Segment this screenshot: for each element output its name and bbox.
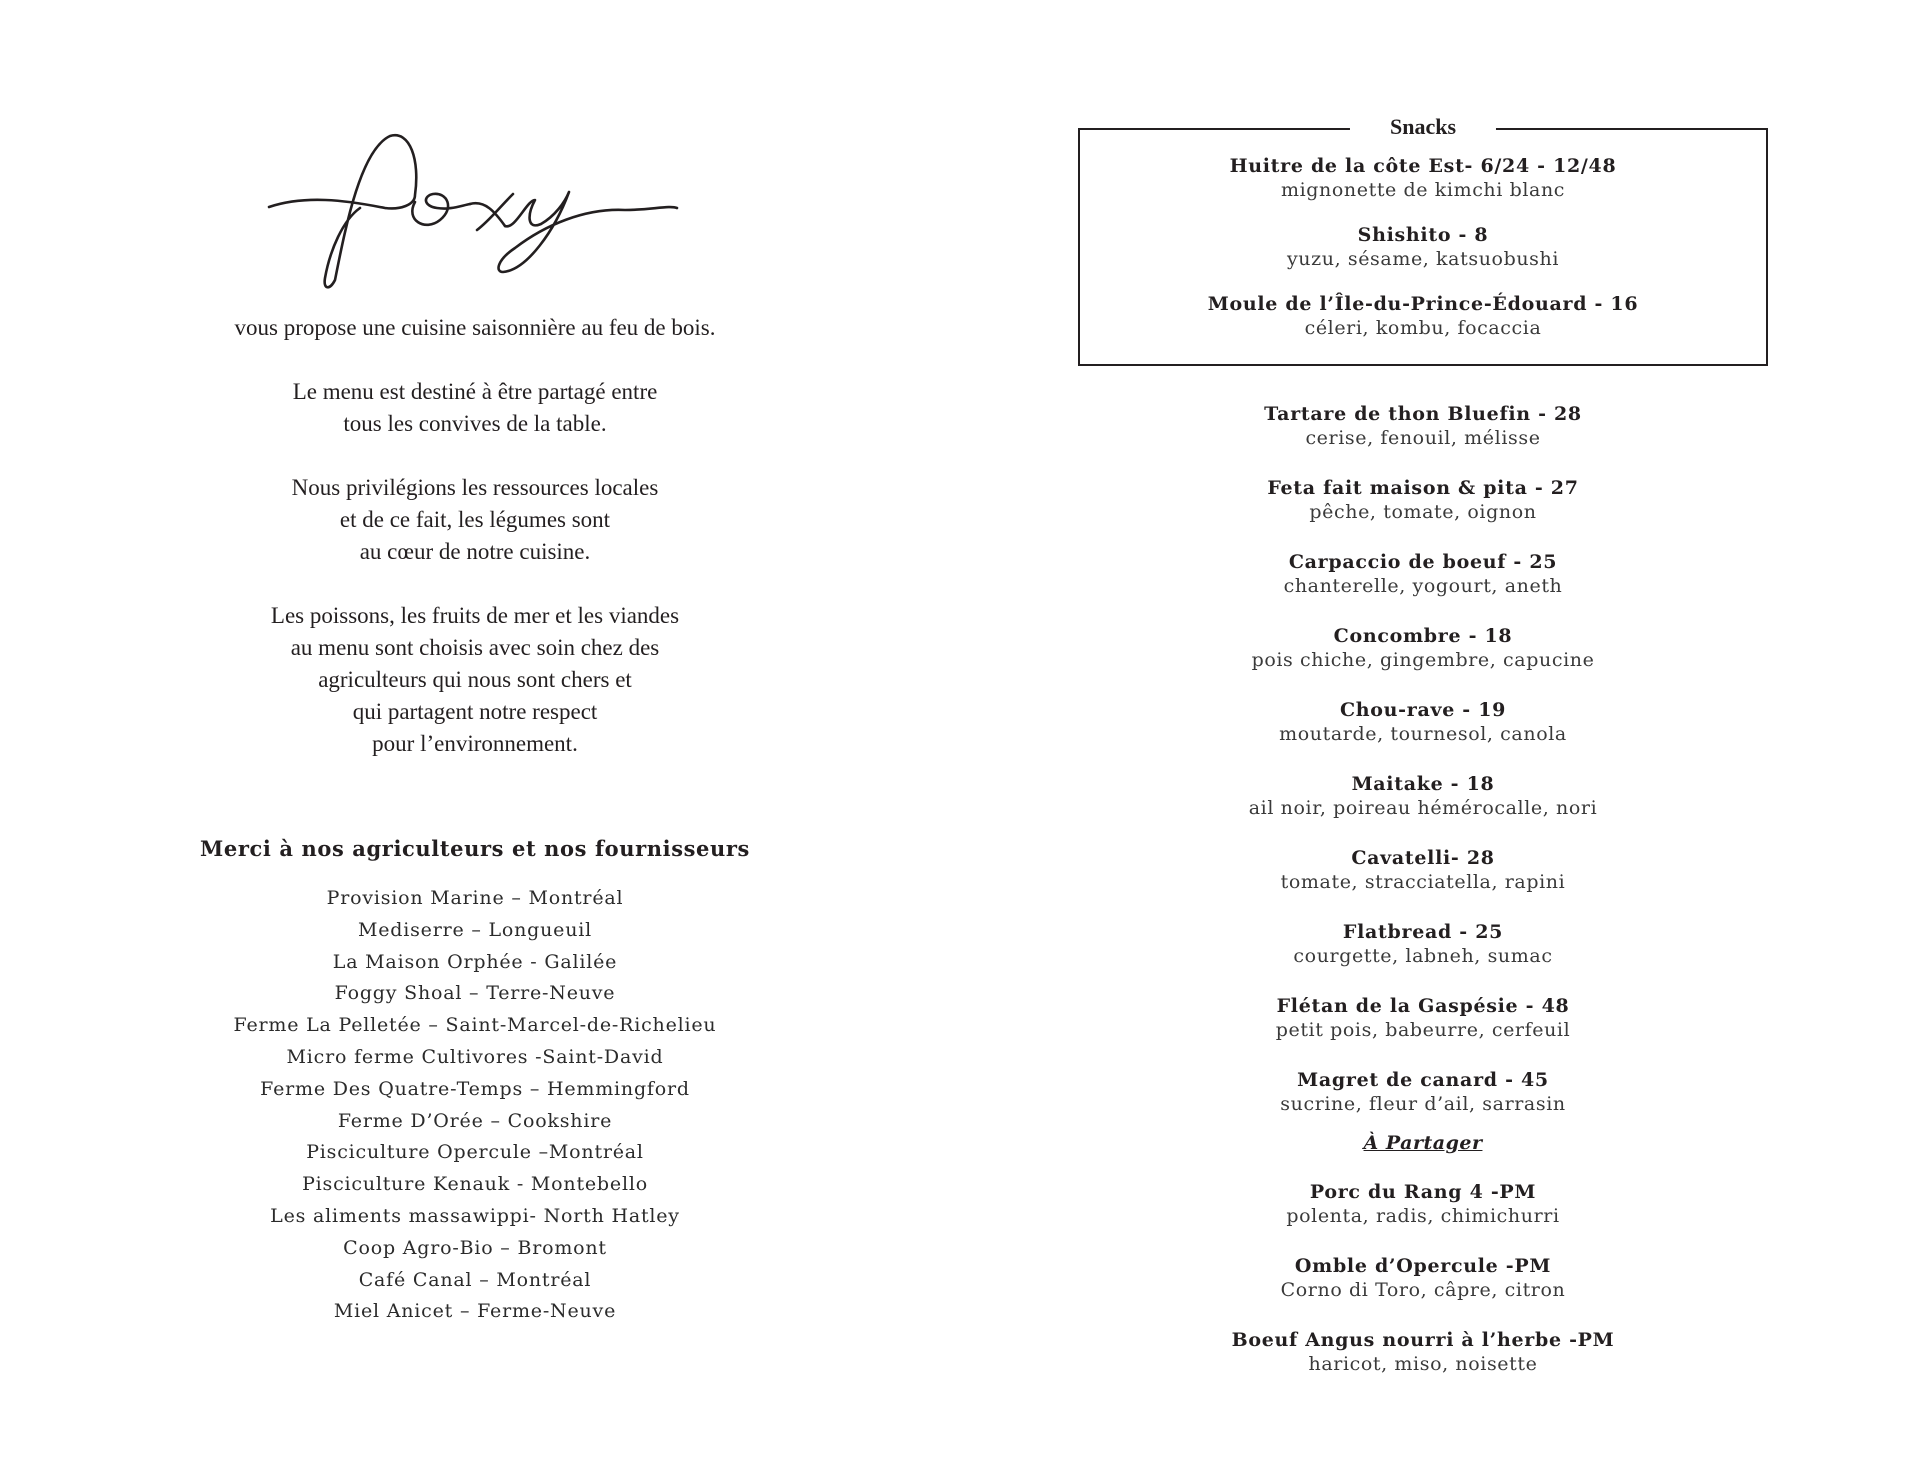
menu-item-description: haricot, miso, noisette	[1308, 1353, 1538, 1375]
menu-item-description: pois chiche, gingembre, capucine	[1251, 649, 1595, 671]
menu-item	[1078, 550, 1768, 598]
menu-item-name: Tartare de thon Bluefin - 28	[1264, 403, 1582, 425]
supplier-item: Foggy Shoal – Terre-Neuve	[334, 982, 616, 1005]
menu-item-description: petit pois, babeurre, cerfeuil	[1275, 1019, 1571, 1041]
menu-item	[1078, 1068, 1768, 1116]
supplier-item: Ferme La Pelletée – Saint-Marcel-de-Richelieu	[233, 1014, 717, 1037]
menu-item-description: courgette, labneh, sumac	[1293, 945, 1553, 967]
intro-paragraph	[150, 376, 800, 440]
supplier-item: Les aliments massawippi- North Hatley	[270, 1204, 680, 1227]
intro-line: Nous privilégions les ressources locales	[291, 475, 659, 500]
snacks-items	[1090, 154, 1756, 340]
intro-line: agriculteurs qui nous sont chers et	[318, 667, 632, 692]
intro-line: au cœur de notre cuisine.	[359, 539, 591, 564]
supplier-item: Coop Agro-Bio – Bromont	[343, 1236, 607, 1259]
menu-item	[1078, 624, 1768, 672]
supplier-list	[150, 883, 800, 1328]
menu-item-name: Omble d’Opercule -PM	[1294, 1255, 1552, 1277]
menu-item-name: Carpaccio de boeuf - 25	[1288, 551, 1558, 573]
thanks-title: Merci à nos agriculteurs et nos fournisseurs	[200, 836, 750, 861]
menu-item-name: Flétan de la Gaspésie - 48	[1276, 995, 1570, 1017]
intro-line: Le menu est destiné à être partagé entre	[292, 379, 658, 404]
dish-list	[1078, 402, 1768, 1116]
menu-item-name: Moule de l’Île-du-Prince-Édouard - 16	[1207, 293, 1639, 315]
supplier-item: Ferme Des Quatre-Temps – Hemmingford	[260, 1077, 690, 1100]
supplier-item: Pisciculture Kenauk - Montebello	[302, 1173, 648, 1196]
share-dish-list	[1078, 1180, 1768, 1376]
intro-line: au menu sont choisis avec soin chez des	[290, 635, 660, 660]
menu-item-name: Chou-rave - 19	[1339, 699, 1507, 721]
menu-item-description: chanterelle, yogourt, aneth	[1283, 575, 1563, 597]
share-section-label: À Partager	[1363, 1132, 1483, 1154]
menu-item-name: Porc du Rang 4 -PM	[1309, 1181, 1537, 1203]
menu-item	[1078, 1328, 1768, 1376]
intro-paragraph	[150, 600, 800, 760]
menu-item-name: Shishito - 8	[1357, 224, 1489, 246]
supplier-item: Pisciculture Opercule –Montréal	[306, 1141, 644, 1164]
menu-item-description: céleri, kombu, focaccia	[1304, 317, 1542, 339]
menu-item-name: Magret de canard - 45	[1297, 1069, 1549, 1091]
intro-text	[150, 312, 800, 760]
menu-item-description: polenta, radis, chimichurri	[1286, 1205, 1560, 1227]
menu-item-description: ail noir, poireau hémérocalle, nori	[1248, 797, 1598, 819]
supplier-item: La Maison Orphée - Galilée	[332, 950, 618, 973]
menu-item	[1078, 402, 1768, 450]
supplier-item: Ferme D’Orée – Cookshire	[337, 1109, 613, 1132]
supplier-item: Miel Anicet – Ferme-Neuve	[333, 1300, 617, 1323]
menu-item-name: Boeuf Angus nourri à l’herbe -PM	[1231, 1329, 1615, 1351]
menu-item	[1090, 154, 1756, 202]
supplier-item: Café Canal – Montréal	[358, 1268, 592, 1291]
menu-item-name: Maitake - 18	[1351, 773, 1495, 795]
menu-item-name: Feta fait maison & pita - 27	[1267, 477, 1579, 499]
menu-item	[1078, 1254, 1768, 1302]
menu-item-name: Cavatelli- 28	[1351, 847, 1495, 869]
foxy-script-logo	[265, 120, 685, 290]
menu-item	[1078, 994, 1768, 1042]
menu-item	[1078, 698, 1768, 746]
menu-item-name: Huitre de la côte Est- 6/24 - 12/48	[1229, 155, 1617, 177]
intro-line: pour l’environnement.	[372, 731, 578, 756]
menu-item	[1078, 476, 1768, 524]
right-page	[1078, 110, 1768, 1402]
intro-line: et de ce fait, les légumes sont	[339, 507, 611, 532]
menu-item-name: Concombre - 18	[1333, 625, 1513, 647]
menu-item	[1078, 920, 1768, 968]
menu-item-description: pêche, tomate, oignon	[1309, 501, 1537, 523]
menu-item-description: moutarde, tournesol, canola	[1279, 723, 1567, 745]
menu-item-description: Corno di Toro, câpre, citron	[1280, 1279, 1566, 1301]
menu-item-name: Flatbread - 25	[1342, 921, 1504, 943]
menu-item-description: tomate, stracciatella, rapini	[1280, 871, 1566, 893]
menu-item-description: mignonette de kimchi blanc	[1280, 179, 1566, 201]
intro-line: Les poissons, les fruits de mer et les viandes	[270, 603, 680, 628]
menu-item-description: sucrine, fleur d’ail, sarrasin	[1280, 1093, 1566, 1115]
intro-line: vous propose une cuisine saisonnière au feu de bois.	[234, 315, 716, 340]
snacks-title: Snacks	[1350, 114, 1496, 140]
menu-item	[1078, 846, 1768, 894]
snacks-box	[1078, 114, 1768, 366]
menu-item	[1090, 223, 1756, 271]
menu-item	[1090, 292, 1756, 340]
supplier-item: Provision Marine – Montréal	[326, 887, 624, 909]
supplier-item: Micro ferme Cultivores -Saint-David	[286, 1045, 664, 1068]
menu-item	[1078, 1180, 1768, 1228]
menu-item-description: cerise, fenouil, mélisse	[1305, 427, 1541, 449]
menu-item	[1078, 772, 1768, 820]
intro-paragraph	[150, 472, 800, 568]
intro-line: qui partagent notre respect	[352, 699, 598, 724]
intro-paragraph	[150, 312, 800, 344]
menu-item-description: yuzu, sésame, katsuobushi	[1286, 248, 1560, 270]
supplier-item: Mediserre – Longueuil	[357, 918, 593, 941]
intro-line: tous les convives de la table.	[343, 411, 607, 436]
left-page	[150, 120, 800, 1328]
